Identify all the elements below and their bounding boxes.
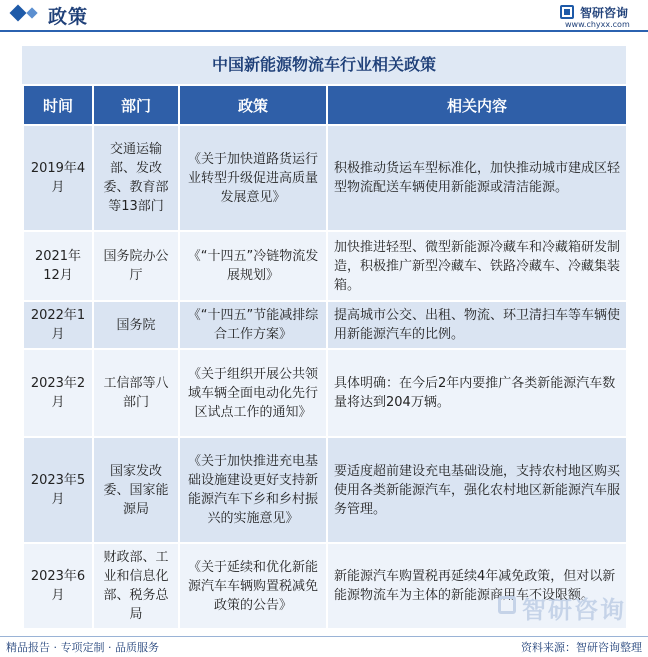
cell-dept: 国家发改委、国家能源局 bbox=[93, 437, 179, 543]
cell-dept: 国务院办公厅 bbox=[93, 231, 179, 301]
cell-content: 要适度超前建设充电基础设施，支持农村地区购买使用各类新能源汽车，强化农村地区新能源汽车服务管理。 bbox=[327, 437, 627, 543]
cell-content: 具体明确：在今后2年内要推广各类新能源汽车数量将达到204万辆。 bbox=[327, 349, 627, 437]
table-row bbox=[23, 437, 627, 543]
footer-slogan: 精品报告 · 专项定制 · 品质服务 bbox=[6, 641, 159, 654]
table-row bbox=[23, 349, 627, 437]
watermark-logo-icon bbox=[498, 596, 516, 614]
cell-time: 2021年12月 bbox=[23, 231, 93, 301]
column-header-dept: 部门 bbox=[93, 85, 179, 125]
column-header-policy: 政策 bbox=[179, 85, 327, 125]
cell-time: 2023年2月 bbox=[23, 349, 93, 437]
watermark-text: 智研咨询 bbox=[522, 596, 626, 624]
table-row bbox=[23, 231, 627, 301]
cell-time: 2019年4月 bbox=[23, 125, 93, 231]
cell-policy: 《关于加快道路货运行业转型升级促进高质量发展意见》 bbox=[179, 125, 327, 231]
brand-site: www.chyxx.com bbox=[565, 20, 630, 29]
table-row bbox=[23, 301, 627, 349]
top-bar bbox=[0, 0, 648, 30]
brand-name: 智研咨询 bbox=[580, 6, 629, 20]
column-header-time: 时间 bbox=[23, 85, 93, 125]
cell-dept: 工信部等八部门 bbox=[93, 349, 179, 437]
cell-time: 2023年6月 bbox=[23, 543, 93, 629]
cell-policy: 《关于延续和优化新能源汽车车辆购置税减免政策的公告》 bbox=[179, 543, 327, 629]
cell-policy: 《关于组织开展公共领域车辆全面电动化先行区试点工作的通知》 bbox=[179, 349, 327, 437]
cell-content: 提高城市公交、出租、物流、环卫清扫车等车辆使用新能源汽车的比例。 bbox=[327, 301, 627, 349]
header-divider bbox=[0, 30, 648, 32]
cell-content: 加快推进轻型、微型新能源冷藏车和冷藏箱研发制造，积极推广新型冷藏车、铁路冷藏车、冷藏集装箱。 bbox=[327, 231, 627, 301]
table-caption: 中国新能源物流车行业相关政策 bbox=[22, 46, 626, 84]
diamond-small-icon bbox=[26, 7, 37, 18]
policy-table bbox=[22, 84, 628, 630]
table-row bbox=[23, 125, 627, 231]
brand-logo-icon bbox=[560, 5, 574, 19]
footer-source: 资料来源：智研咨询整理 bbox=[521, 641, 642, 654]
table-header-row bbox=[23, 85, 627, 125]
cell-content: 积极推动货运车型标准化，加快推动城市建成区轻型物流配送车辆使用新能源或清洁能源。 bbox=[327, 125, 627, 231]
footer-bar bbox=[0, 636, 648, 657]
cell-dept: 财政部、工业和信息化部、税务总局 bbox=[93, 543, 179, 629]
cell-content: 新能源汽车购置税再延续4年减免政策，但对以新能源物流车为主体的新能源商用车不设限额。 bbox=[327, 543, 627, 629]
cell-dept: 国务院 bbox=[93, 301, 179, 349]
cell-dept: 交通运输部、发改委、教育部等13部门 bbox=[93, 125, 179, 231]
cell-time: 2022年1月 bbox=[23, 301, 93, 349]
section-title: 政策 bbox=[48, 6, 89, 28]
cell-time: 2023年5月 bbox=[23, 437, 93, 543]
column-header-content: 相关内容 bbox=[327, 85, 627, 125]
cell-policy: 《关于加快推进充电基础设施建设更好支持新能源汽车下乡和乡村振兴的实施意见》 bbox=[179, 437, 327, 543]
cell-policy: 《“十四五”节能减排综合工作方案》 bbox=[179, 301, 327, 349]
diamond-icon bbox=[10, 5, 27, 22]
cell-policy: 《“十四五”冷链物流发展规划》 bbox=[179, 231, 327, 301]
